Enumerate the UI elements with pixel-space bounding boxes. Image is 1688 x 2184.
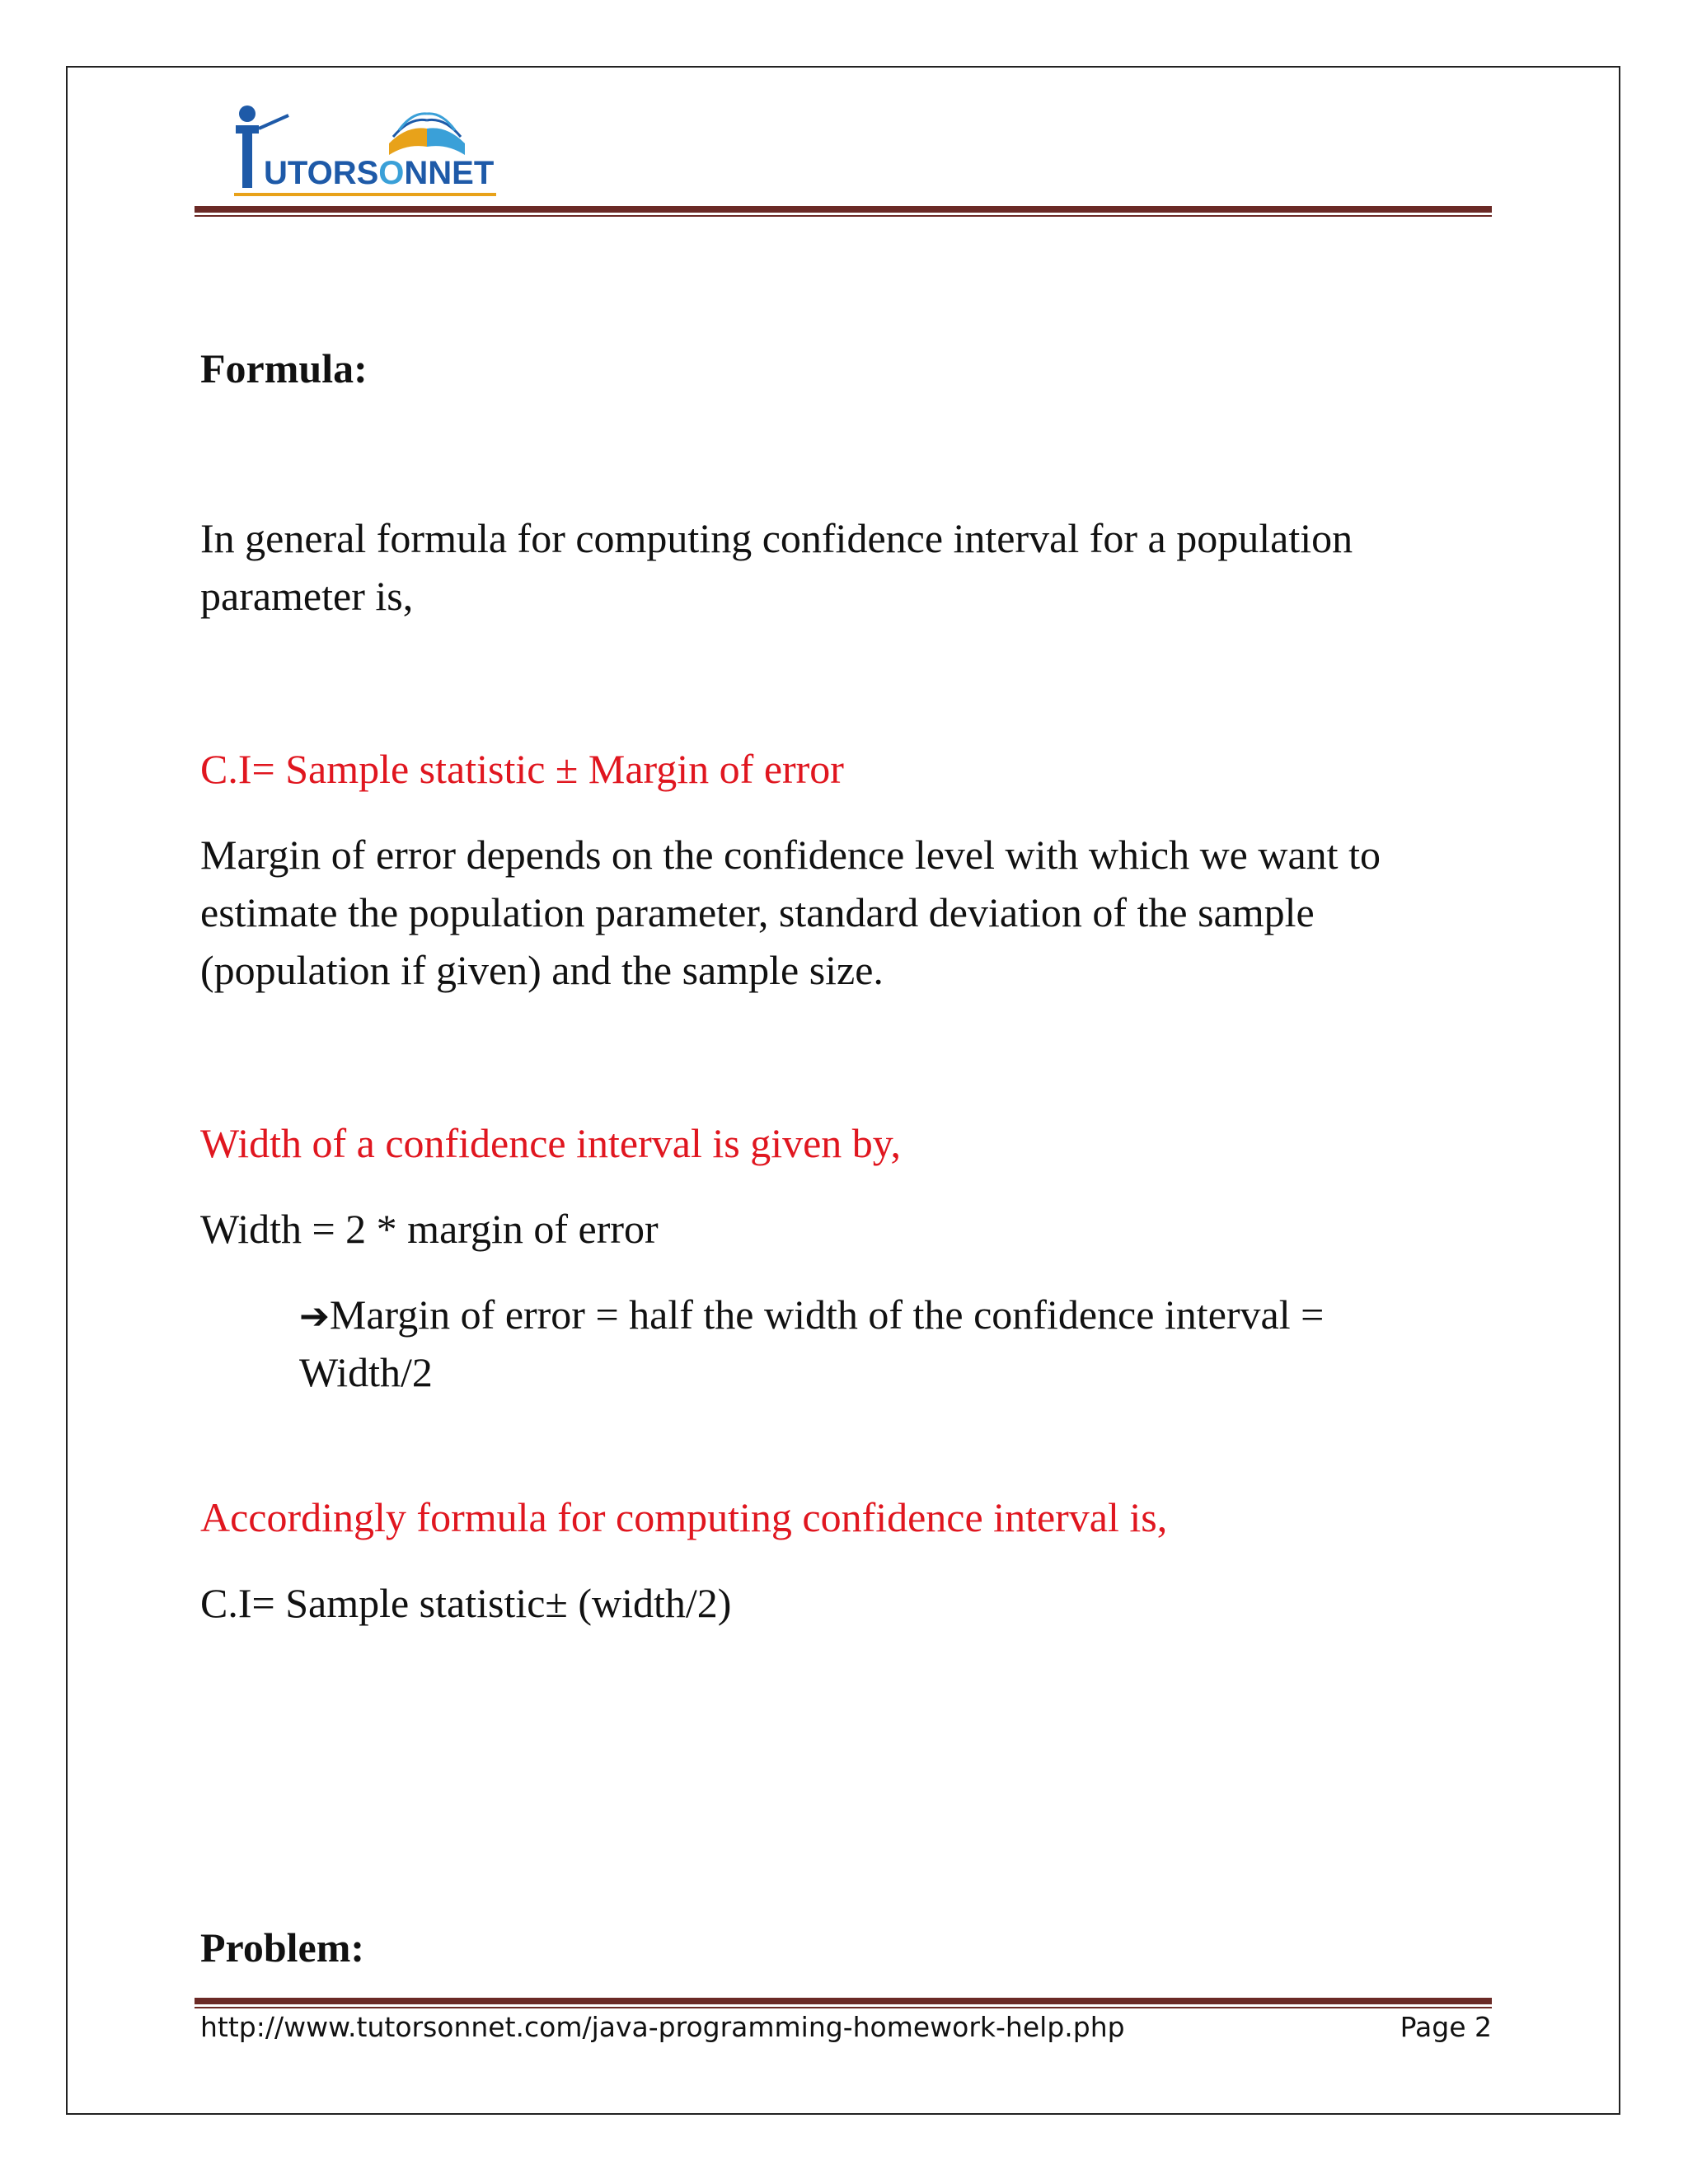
intro-line-1: In general formula for computing confidence interval for a population [200,515,1353,561]
formula-heading: Formula: [200,345,368,391]
margin-line-2: estimate the population parameter, standard deviation of the sample [200,889,1315,935]
width-heading-red: Width of a confidence interval is given by, [200,1120,902,1166]
tutorsonnet-logo [224,104,504,203]
logo-wordmark: UTORSONNET [264,155,495,191]
footer-url: http://www.tutorsonnet.com/java-programming-homework-help.php [200,2011,1125,2043]
width-formula: Width = 2 * margin of error [200,1206,659,1252]
ci-formula-red: C.I= Sample statistic ± Margin of error [200,746,844,792]
problem-heading: Problem: [200,1924,365,1971]
logo-underline [234,193,496,196]
header-rule [195,206,1492,217]
ci-formula-final: C.I= Sample statistic± (width/2) [200,1580,732,1626]
page-number: Page 2 [1400,2011,1492,2043]
margin-line-1: Margin of error depends on the confidence level with which we want to [200,832,1381,878]
arrow-right-icon: ➔ [299,1296,330,1338]
intro-line-2: parameter is, [200,573,414,619]
implication-line-2: Width/2 [299,1349,433,1395]
accordingly-red: Accordingly formula for computing confidence interval is, [200,1494,1168,1540]
margin-line-3: (population if given) and the sample size. [200,947,884,993]
footer-rule [195,1998,1492,2008]
implication-line-1: ➔Margin of error = half the width of the confidence interval = [299,1291,1325,1338]
